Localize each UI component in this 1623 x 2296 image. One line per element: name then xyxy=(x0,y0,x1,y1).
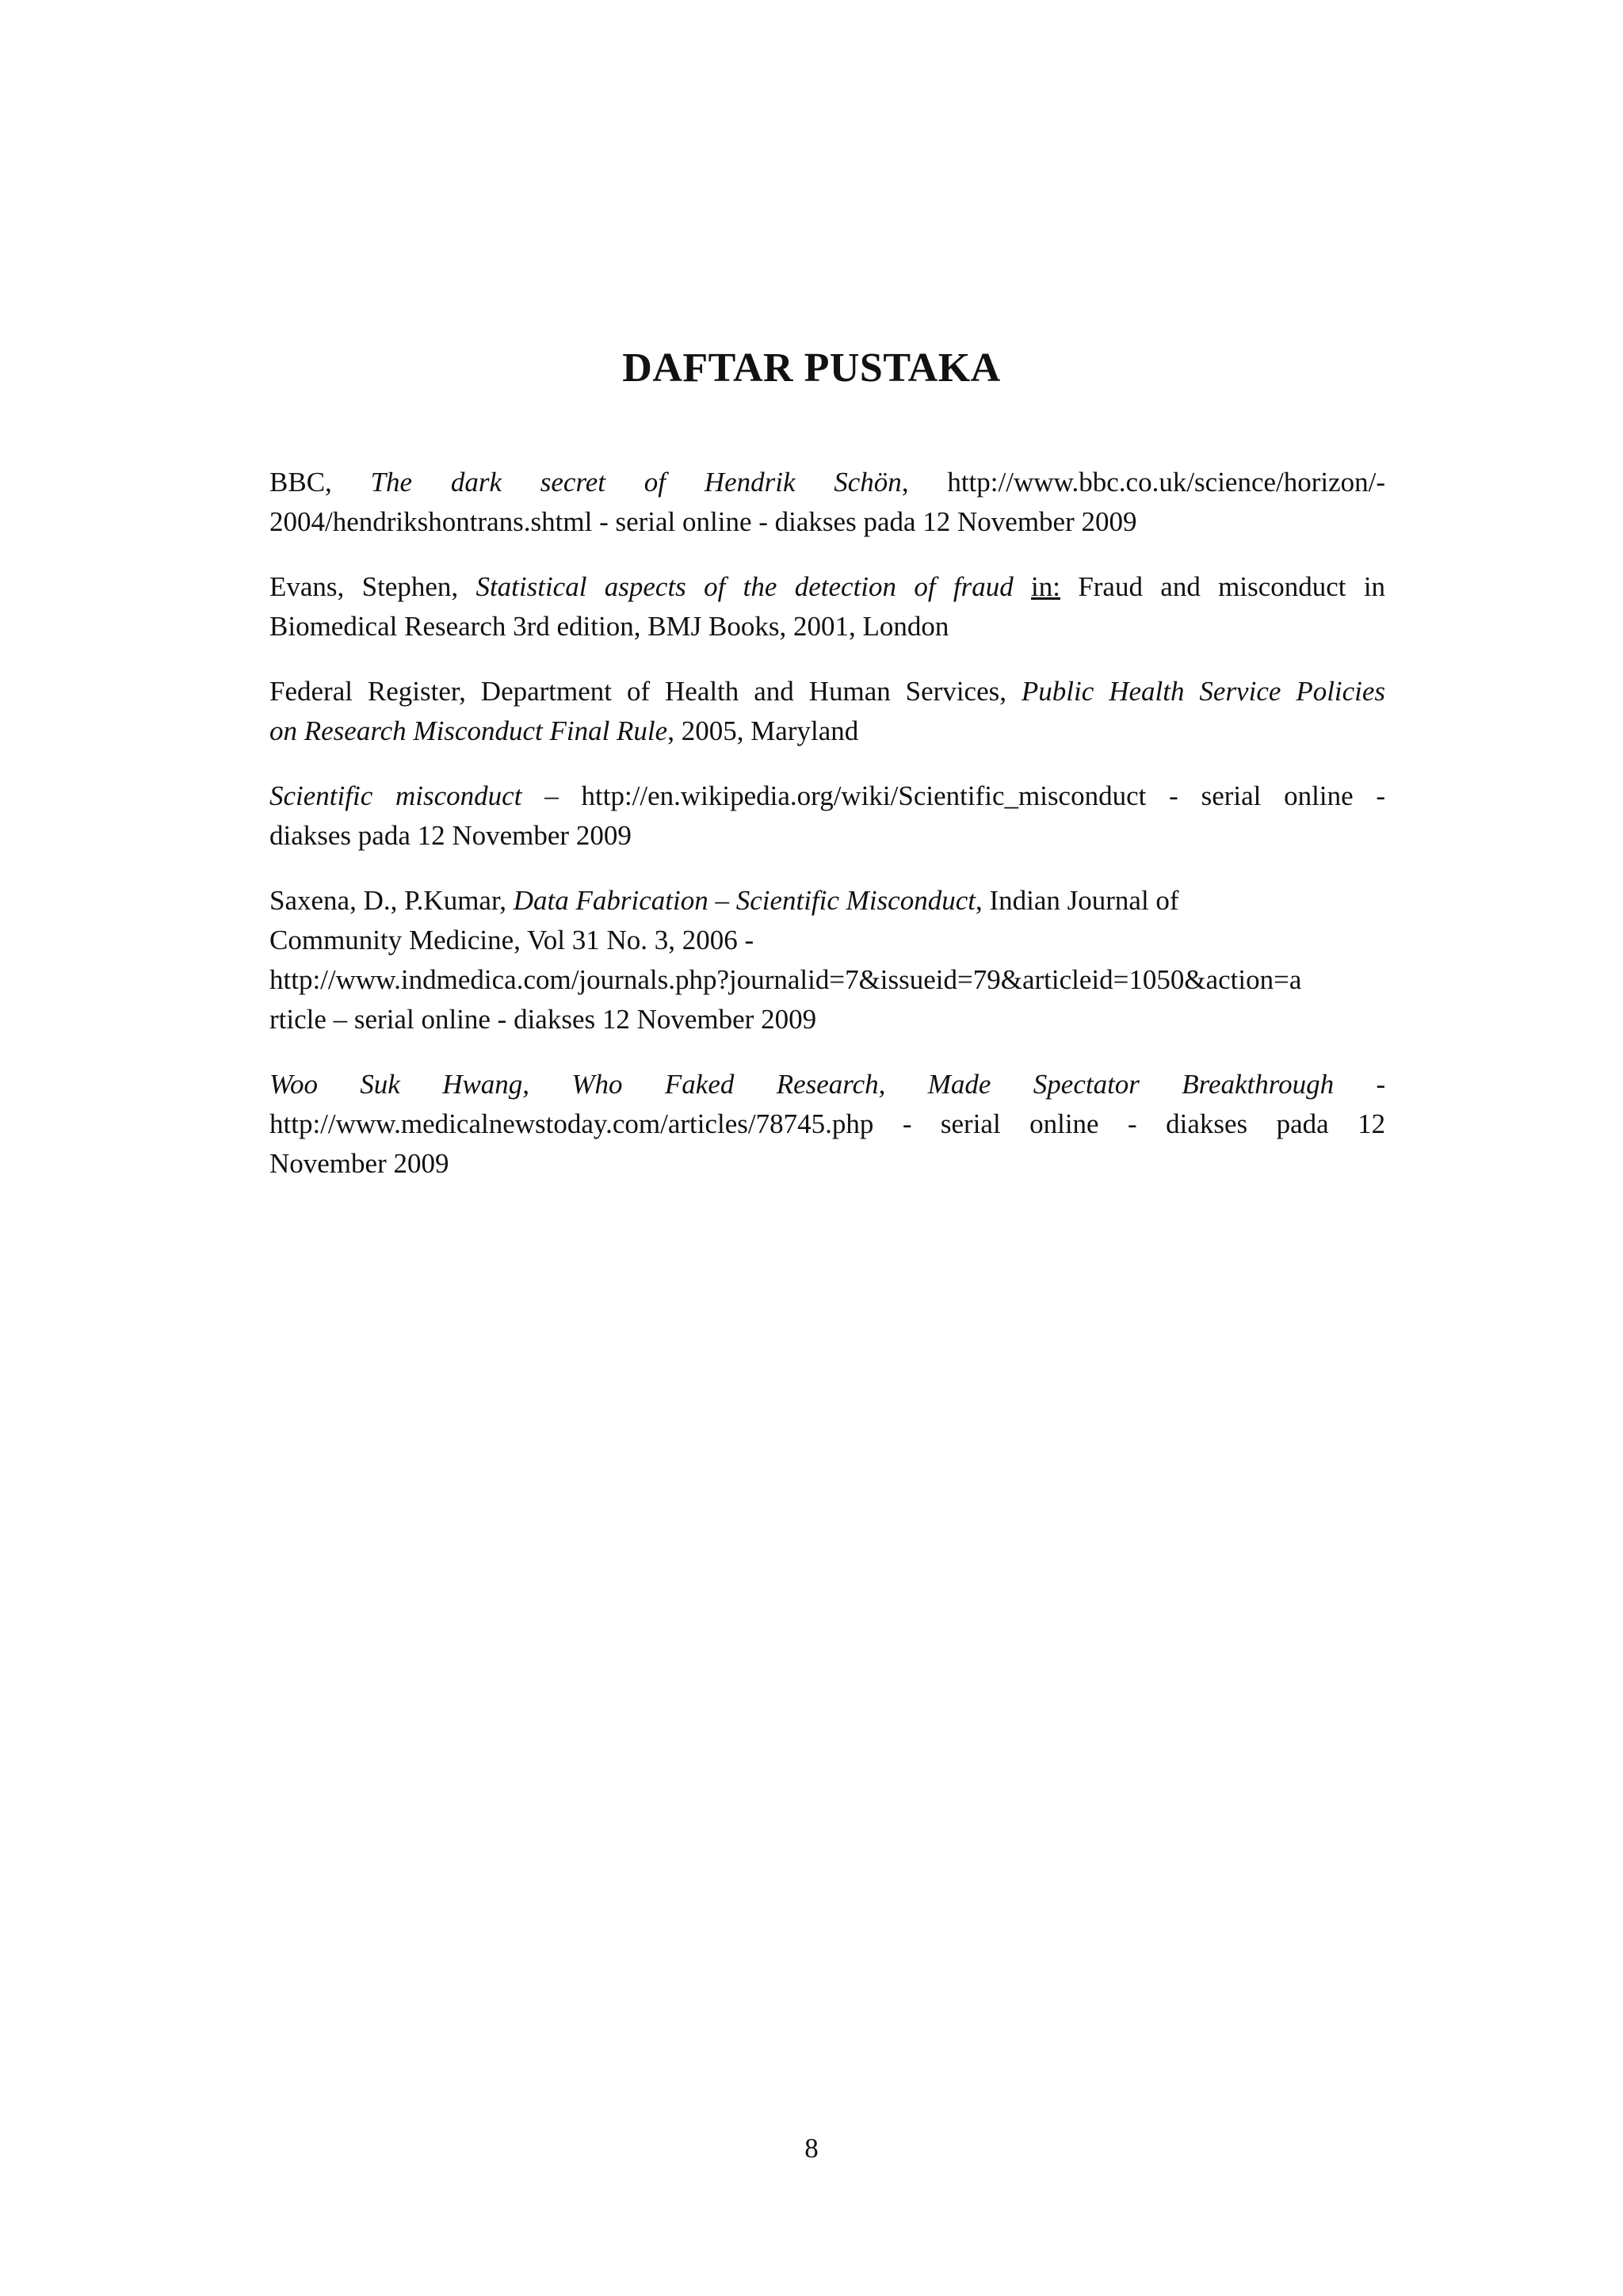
reference-url: 12 xyxy=(1358,1108,1386,1139)
reference-title: Scientific xyxy=(269,780,373,811)
reference-text: 2004/hendrikshontrans.shtml - serial online - diakses pada 12 November 2009 xyxy=(269,506,1137,537)
reference-title: Who xyxy=(571,1069,623,1100)
reference-line xyxy=(269,881,1385,921)
reference-title: misconduct xyxy=(395,780,522,811)
reference-title: on Research Misconduct Final Rule xyxy=(269,715,668,746)
reference-title: Suk xyxy=(360,1069,400,1100)
reference-title: Policies xyxy=(1296,676,1386,707)
reference-line xyxy=(269,463,1385,502)
reference-title: The xyxy=(370,467,413,498)
reference-text: Saxena, D., P.Kumar, xyxy=(269,885,514,916)
reference-url: diakses xyxy=(1166,1108,1248,1139)
reference-entry-hwang xyxy=(269,1065,1385,1184)
reference-title: dark xyxy=(450,467,502,498)
reference-title: of xyxy=(643,467,666,498)
reference-url: serial xyxy=(1201,780,1262,811)
reference-line xyxy=(269,816,1385,856)
reference-text: - xyxy=(1376,1069,1386,1100)
reference-url: , xyxy=(901,467,909,498)
reference-title: Public xyxy=(1021,676,1094,707)
page-title: DAFTAR PUSTAKA xyxy=(622,345,1001,391)
reference-entry-wikipedia xyxy=(269,776,1385,856)
reference-text: Fraud xyxy=(1078,571,1143,602)
reference-title: the xyxy=(743,571,777,602)
reference-text: Human xyxy=(808,676,891,707)
reference-title: of xyxy=(914,571,936,602)
reference-title: fraud xyxy=(953,571,1014,602)
reference-line xyxy=(269,711,1385,751)
reference-text: misconduct xyxy=(1218,571,1346,602)
reference-url: http://www.indmedica.com/journals.php?journalid=7&issueid=79&articleid=1050&action=a xyxy=(269,964,1302,995)
reference-text: Evans, xyxy=(269,571,345,602)
reference-line xyxy=(269,960,1385,1000)
reference-line xyxy=(269,502,1385,542)
reference-url: - xyxy=(902,1108,912,1139)
reference-line xyxy=(269,607,1385,646)
reference-url: http://en.wikipedia.org/wiki/Scientific_misconduct xyxy=(581,780,1147,811)
reference-line xyxy=(269,1000,1385,1039)
reference-title: Faked xyxy=(664,1069,735,1100)
reference-text: Community Medicine, Vol 31 No. 3, 2006 - xyxy=(269,925,754,955)
reference-text: Biomedical Research 3rd edition, BMJ Books, 2001, London xyxy=(269,611,949,642)
reference-entry-federal-register xyxy=(269,672,1385,751)
reference-title: Hendrik xyxy=(704,467,796,498)
reference-title: Woo xyxy=(269,1069,318,1100)
reference-url: http://www.medicalnewstoday.com/articles/78745.php xyxy=(269,1108,874,1139)
reference-title: Data Fabrication – Scientific Misconduct xyxy=(513,885,976,916)
reference-entry-saxena xyxy=(269,881,1385,1039)
reference-url: pada xyxy=(1276,1108,1329,1139)
reference-title: Research, xyxy=(776,1069,886,1100)
reference-text: Register, xyxy=(367,676,466,707)
reference-title: Schön xyxy=(834,467,902,498)
reference-text: rticle – serial online - diakses 12 November 2009 xyxy=(269,1004,817,1035)
reference-title: Health xyxy=(1109,676,1185,707)
reference-text: Stephen, xyxy=(361,571,459,602)
reference-text: and xyxy=(754,676,794,707)
reference-title: Statistical xyxy=(475,571,587,602)
reference-url: – xyxy=(544,780,559,811)
reference-url: - xyxy=(1128,1108,1137,1139)
reference-text: Services, xyxy=(905,676,1006,707)
reference-url: - xyxy=(1169,780,1178,811)
reference-url: http://www.bbc.co.uk/science/horizon/- xyxy=(947,467,1386,498)
reference-entry-evans xyxy=(269,567,1385,646)
reference-entry-bbc xyxy=(269,463,1385,542)
reference-url: - xyxy=(1376,780,1386,811)
reference-url: online xyxy=(1284,780,1354,811)
reference-text: Federal xyxy=(269,676,353,707)
reference-title: Spectator xyxy=(1033,1069,1140,1100)
reference-line xyxy=(269,1144,1385,1184)
reference-line xyxy=(269,1104,1385,1144)
reference-text: Health xyxy=(665,676,739,707)
reference-text: diakses pada 12 November 2009 xyxy=(269,820,632,851)
page-number: 8 xyxy=(804,2133,819,2164)
reference-title: Made xyxy=(927,1069,991,1100)
reference-line xyxy=(269,672,1385,711)
reference-text: in xyxy=(1363,571,1386,602)
reference-text: , 2005, Maryland xyxy=(667,715,859,746)
reference-text: Department xyxy=(480,676,613,707)
reference-line xyxy=(269,776,1385,816)
reference-line xyxy=(269,567,1385,607)
reference-title: of xyxy=(704,571,726,602)
reference-title: Service xyxy=(1199,676,1281,707)
reference-text: November 2009 xyxy=(269,1148,449,1179)
reference-list xyxy=(269,463,1385,1209)
reference-url: serial xyxy=(940,1108,1001,1139)
reference-text: , Indian Journal of xyxy=(975,885,1179,916)
reference-line xyxy=(269,1065,1385,1104)
reference-url: online xyxy=(1029,1108,1099,1139)
reference-title: aspects xyxy=(604,571,686,602)
reference-title: Hwang, xyxy=(442,1069,530,1100)
reference-title: detection xyxy=(794,571,897,602)
reference-line xyxy=(269,921,1385,960)
reference-text: of xyxy=(626,676,651,707)
reference-text: and xyxy=(1160,571,1201,602)
reference-text: BBC, xyxy=(269,467,332,498)
reference-title: secret xyxy=(540,467,606,498)
reference-in-marker: in: xyxy=(1031,571,1060,602)
reference-title: Breakthrough xyxy=(1182,1069,1335,1100)
